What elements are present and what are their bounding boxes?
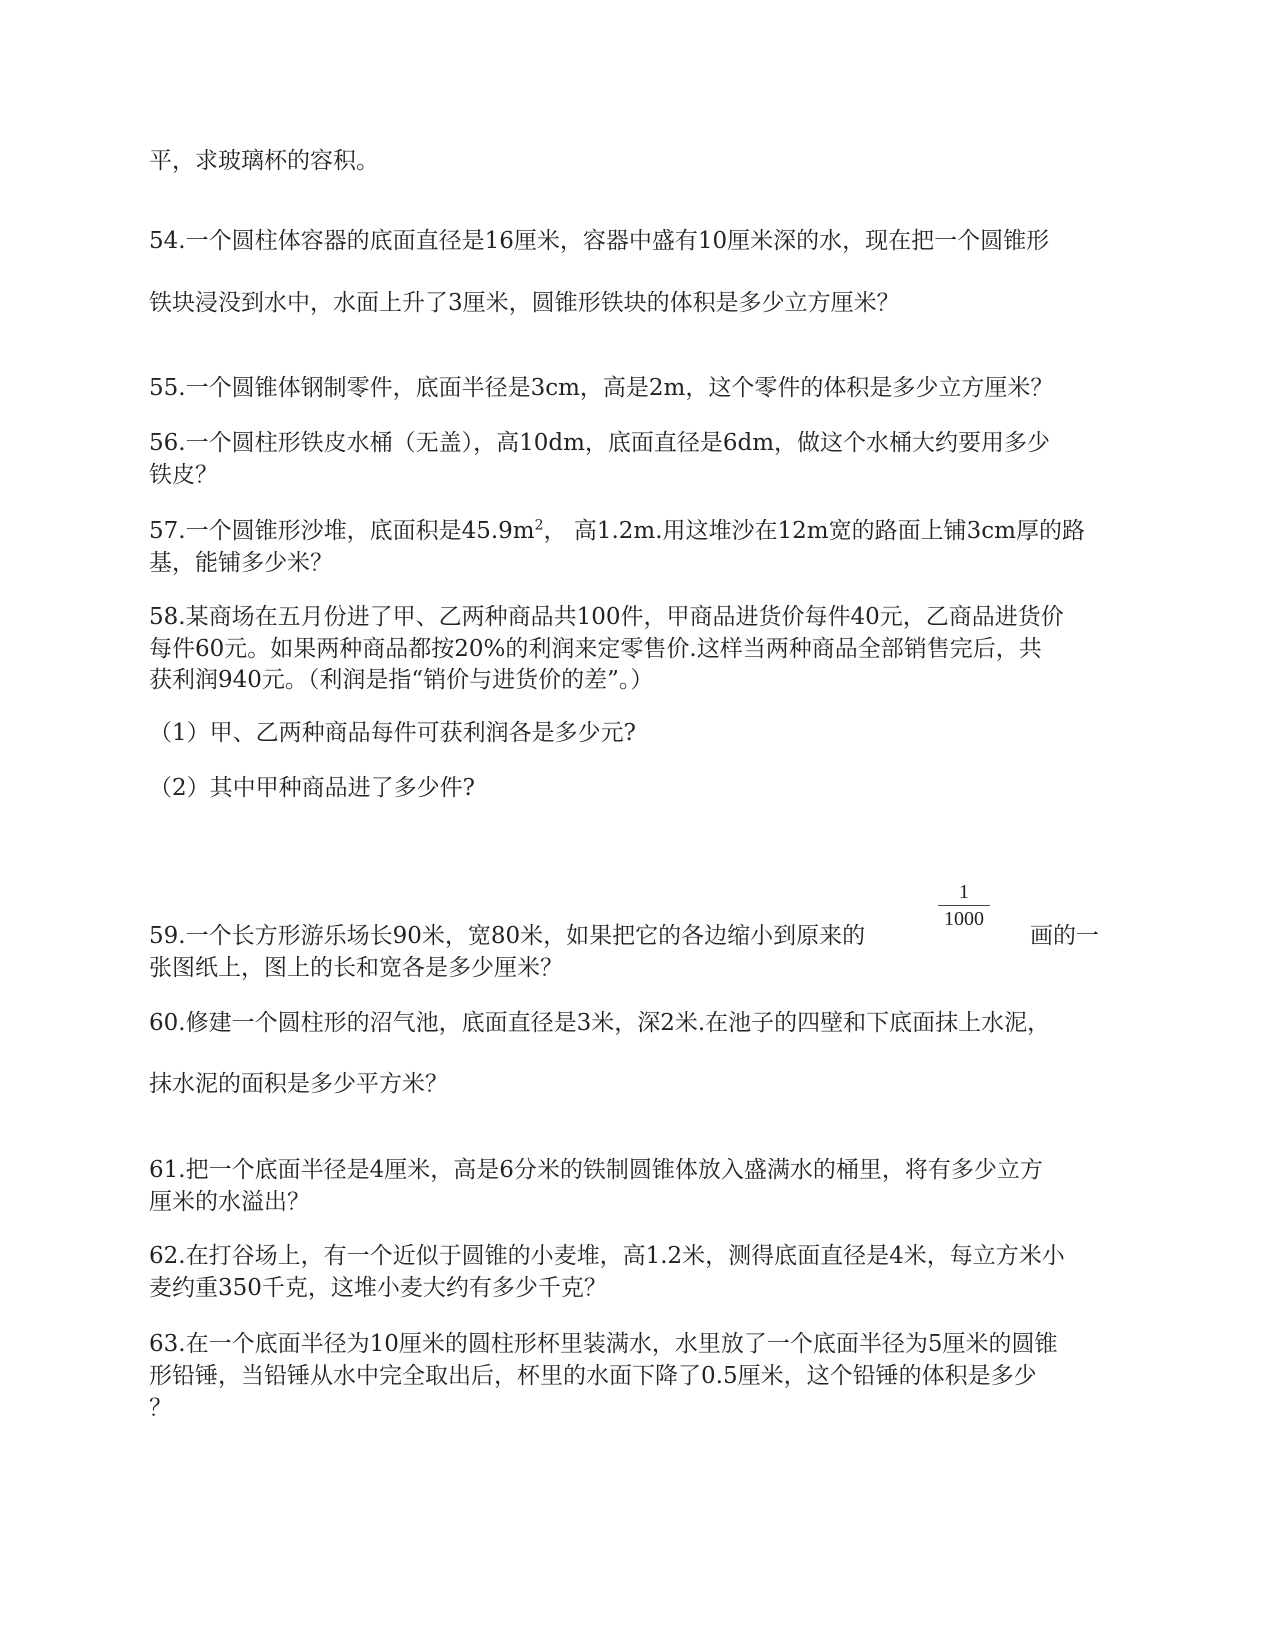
problem-58-question-2: （2）其中甲种商品进了多少件? — [149, 775, 475, 801]
problem-57-text-pre: 57.一个圆锥形沙堆，底面积是45.9m — [149, 518, 535, 544]
problem-58-line-2: 每件60元。如果两种商品都按20%的利润来定零售价.这样当两种商品全部销售完后，共 — [149, 636, 1042, 662]
problem-60-line-2: 抹水泥的面积是多少平方米？ — [149, 1071, 448, 1097]
fraction-numerator: 1 — [938, 880, 990, 906]
problem-59-line-2: 张图纸上，图上的长和宽各是多少厘米？ — [149, 955, 563, 981]
problem-57-text-post: ， 高1.2m.用这堆沙在12m宽的路面上铺3cm厚的路 — [543, 518, 1085, 544]
problem-62-line-2: 麦约重350千克，这堆小麦大约有多少千克？ — [149, 1275, 607, 1301]
problem-53-text-end: 平，求玻璃杯的容积。 — [149, 148, 379, 174]
problem-63-line-1: 63.在一个底面半径为10厘米的圆柱形杯里装满水，水里放了一个底面半径为5厘米的圆锥 — [149, 1331, 1058, 1357]
problem-61-line-2: 厘米的水溢出？ — [149, 1189, 310, 1215]
problem-54-line-2: 铁块浸没到水中，水面上升了3厘米，圆锥形铁块的体积是多少立方厘米？ — [149, 290, 900, 316]
problem-62-line-1: 62.在打谷场上，有一个近似于圆锥的小麦堆，高1.2米，测得底面直径是4米，每立方米小 — [149, 1243, 1065, 1269]
problem-58-question-1: （1）甲、乙两种商品每件可获利润各是多少元? — [149, 720, 636, 746]
problem-59-line-1: 59.一个长方形游乐场长90米，宽80米，如果把它的各边缩小到原来的 — [149, 923, 866, 949]
problem-58-line-1: 58.某商场在五月份进了甲、乙两种商品共100件，甲商品进货价每件40元，乙商品进货价 — [149, 604, 1064, 630]
problem-58-line-3: 获利润940元。（利润是指“销价与进货价的差”。） — [149, 667, 654, 693]
problem-61-line-1: 61.把一个底面半径是4厘米，高是6分米的铁制圆锥体放入盛满水的桶里，将有多少立方 — [149, 1157, 1043, 1183]
problem-56-line-2: 铁皮？ — [149, 462, 218, 488]
problem-56-line-1: 56.一个圆柱形铁皮水桶（无盖），高10dm，底面直径是6dm，做这个水桶大约要用多少 — [149, 430, 1051, 456]
problem-57-line-1 — [149, 516, 1085, 546]
superscript-2: 2 — [534, 517, 544, 534]
fraction-denominator: 1000 — [944, 908, 984, 930]
problem-63-line-3: ？ — [149, 1395, 172, 1421]
problem-54-line-1: 54.一个圆柱体容器的底面直径是16厘米，容器中盛有10厘米深的水，现在把一个圆锥形 — [149, 228, 1050, 254]
problem-55-text: 55.一个圆锥体钢制零件，底面半径是3cm，高是2m，这个零件的体积是多少立方厘米？ — [149, 375, 1054, 401]
problem-57-line-2: 基，能铺多少米？ — [149, 550, 333, 576]
problem-63-line-2: 形铅锤，当铅锤从水中完全取出后，杯里的水面下降了0.5厘米，这个铅锤的体积是多少 — [149, 1363, 1037, 1389]
fraction-one-thousandth — [938, 880, 990, 931]
problem-59-line-1-tail: 画的一 — [1030, 923, 1099, 949]
problem-60-line-1: 60.修建一个圆柱形的沼气池，底面直径是3米，深2米.在池子的四壁和下底面抹上水泥， — [149, 1010, 1051, 1036]
